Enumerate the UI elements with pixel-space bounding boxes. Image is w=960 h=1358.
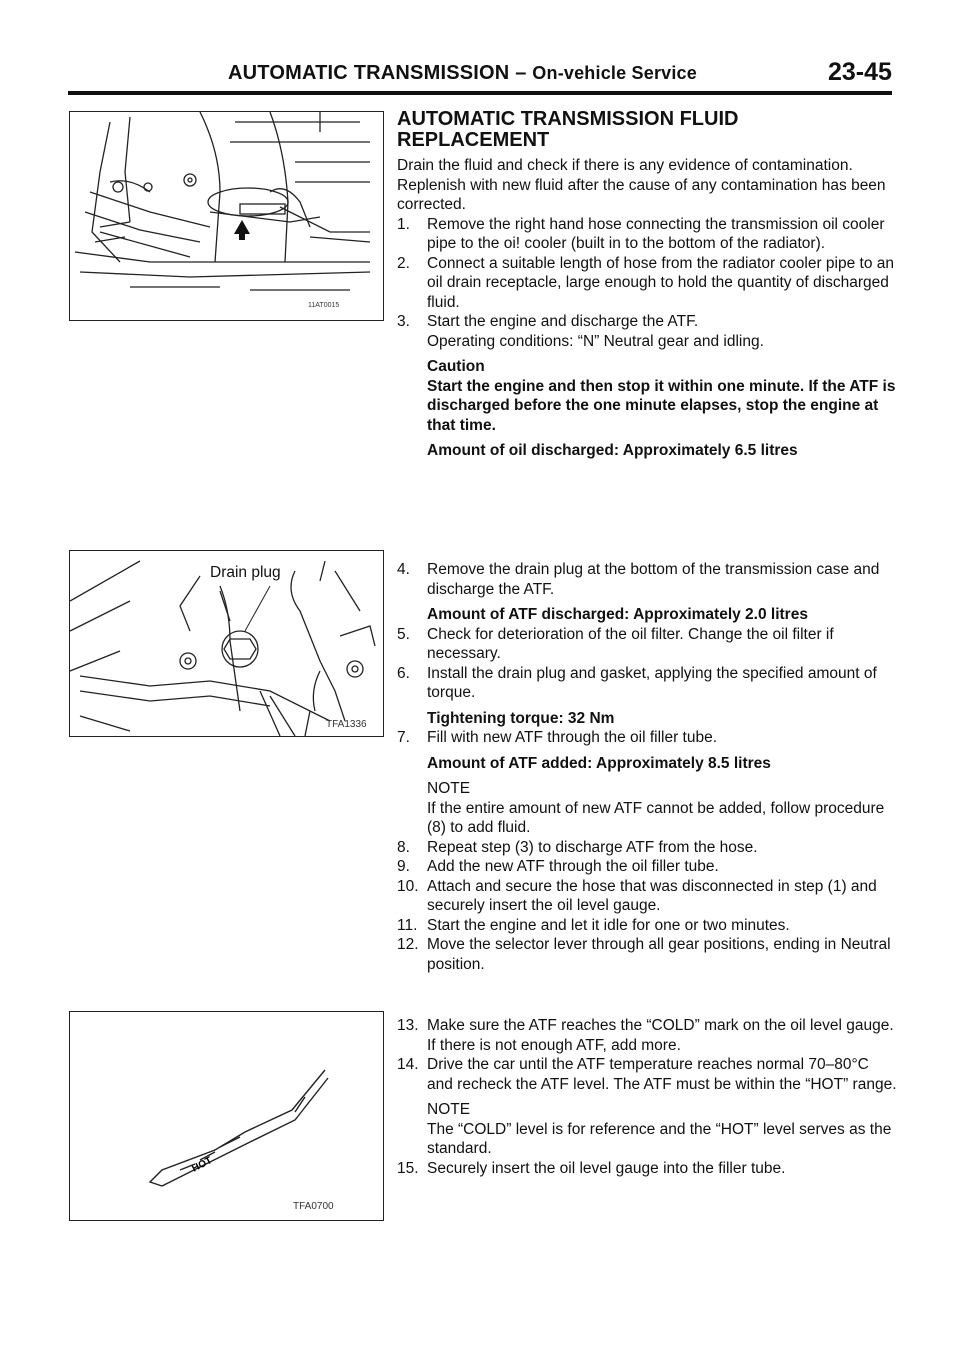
section-title-line2: REPLACEMENT — [397, 129, 550, 151]
caution-text: Start the engine and then stop it within one minute. If the ATF is discharged before the one minute elapses, stop the engine at that time. — [427, 377, 896, 434]
step-number: 12. — [397, 936, 419, 953]
note-2-label: NOTE — [427, 1101, 471, 1118]
step-2 — [397, 254, 897, 313]
note-2-text: The “COLD” level is for reference and the “HOT” level serves as the standard. — [427, 1120, 892, 1157]
step-6 — [397, 664, 897, 703]
step-text: Make sure the ATF reaches the “COLD” mark on the oil level gauge. If there is not enough ATF, add more. — [427, 1017, 894, 1054]
amount-atf-added: Amount of ATF added: Approximately 8.5 litres — [427, 754, 771, 772]
drain-plug-label: Drain plug — [210, 564, 281, 581]
step-number: 2. — [397, 254, 410, 272]
amount-atf-discharged: Amount of ATF discharged: Approximately 2.0 litres — [427, 606, 808, 623]
page-number: 23-45 — [828, 58, 892, 86]
step-9 — [397, 857, 897, 877]
step-text: Check for deterioration of the oil filter. Change the oil filter if necessary. — [427, 625, 834, 662]
step-8 — [397, 838, 897, 858]
operating-conditions: Operating conditions: “N” Neutral gear and idling. — [427, 332, 764, 350]
step-text: Move the selector lever through all gear positions, ending in Neutral position. — [427, 936, 891, 973]
step-text: Start the engine and discharge the ATF. — [427, 313, 699, 330]
step-number: 3. — [397, 313, 410, 330]
figure-code-3: TFA0700 — [293, 1201, 334, 1212]
step-text: Fill with new ATF through the oil filler tube. — [427, 729, 718, 746]
step-1 — [397, 215, 897, 254]
step-4 — [397, 560, 897, 599]
tightening-torque: Tightening torque: 32 Nm — [427, 709, 615, 727]
step-11 — [397, 916, 897, 936]
step-text: Connect a suitable length of hose from the radiator cooler pipe to an oil drain receptacle, large enough to hold the quantity of discharged fluid. — [427, 254, 895, 311]
step-number: 14. — [397, 1056, 419, 1073]
step-5 — [397, 625, 897, 664]
figure-oil-cooler-hose — [69, 111, 384, 321]
note-label: NOTE — [427, 780, 471, 797]
step-text: Add the new ATF through the oil filler tube. — [427, 858, 719, 875]
step-text: Drive the car until the ATF temperature reaches normal 70–80°C and recheck the ATF level. The ATF must be within the “HOT” range. — [427, 1056, 897, 1093]
step-10 — [397, 877, 897, 916]
page-header — [228, 62, 697, 85]
figure-drain-plug — [69, 550, 384, 737]
intro-paragraph-2: Replenish with new fluid after the cause of any contamination has been corrected. — [397, 176, 886, 213]
step-number: 5. — [397, 625, 410, 643]
step-number: 8. — [397, 838, 410, 856]
figure-oil-level-gauge — [69, 1011, 384, 1221]
step-13 — [397, 1016, 897, 1055]
header-title: AUTOMATIC TRANSMISSION — [228, 62, 510, 84]
text-block-3 — [397, 1016, 897, 1178]
oil-level-gauge-illustration — [70, 1012, 383, 1220]
text-block-1 — [397, 156, 897, 461]
step-number: 6. — [397, 664, 410, 682]
step-number: 13. — [397, 1017, 419, 1034]
amount-oil-discharged: Amount of oil discharged: Approximately 6.5 litres — [427, 442, 798, 459]
oil-cooler-hose-illustration — [70, 112, 383, 320]
figure-code-1: 11AT0015 — [308, 302, 340, 309]
note-text: If the entire amount of new ATF cannot be added, follow procedure (8) to add fluid. — [427, 799, 885, 836]
step-text: Install the drain plug and gasket, applying the specified amount of torque. — [427, 664, 877, 701]
step-number: 11. — [397, 916, 418, 934]
step-text: Repeat step (3) to discharge ATF from the hose. — [427, 838, 758, 856]
header-dash: – — [515, 62, 527, 84]
step-number: 10. — [397, 877, 419, 895]
step-number: 4. — [397, 561, 410, 578]
step-number: 7. — [397, 729, 410, 746]
step-number: 1. — [397, 215, 410, 233]
text-block-2 — [397, 560, 897, 974]
step-3 — [397, 312, 897, 332]
step-15 — [397, 1159, 897, 1179]
step-number: 9. — [397, 858, 410, 875]
step-7 — [397, 728, 897, 748]
step-14 — [397, 1055, 897, 1094]
step-number: 15. — [397, 1159, 419, 1177]
step-text: Start the engine and let it idle for one or two minutes. — [427, 916, 790, 934]
section-title-line1: AUTOMATIC TRANSMISSION FLUID — [397, 108, 739, 130]
step-text: Attach and secure the hose that was disconnected in step (1) and securely insert the oil level gauge. — [427, 877, 877, 914]
figure-code-2: TFA1336 — [326, 719, 367, 730]
header-rule — [68, 91, 892, 95]
header-subtitle: On-vehicle Service — [532, 63, 697, 83]
step-text: Remove the drain plug at the bottom of the transmission case and discharge the ATF. — [427, 561, 880, 598]
caution-label: Caution — [427, 358, 485, 375]
step-12 — [397, 935, 897, 974]
step-text: Remove the right hand hose connecting the transmission oil cooler pipe to the oi! cooler (built in to the bottom of the radiator). — [427, 215, 885, 252]
intro-paragraph-1: Drain the fluid and check if there is any evidence of contamination. — [397, 157, 853, 174]
section-title — [397, 109, 897, 151]
gauge-hot-text: HOT — [190, 1155, 215, 1175]
step-text: Securely insert the oil level gauge into the filler tube. — [427, 1159, 786, 1177]
